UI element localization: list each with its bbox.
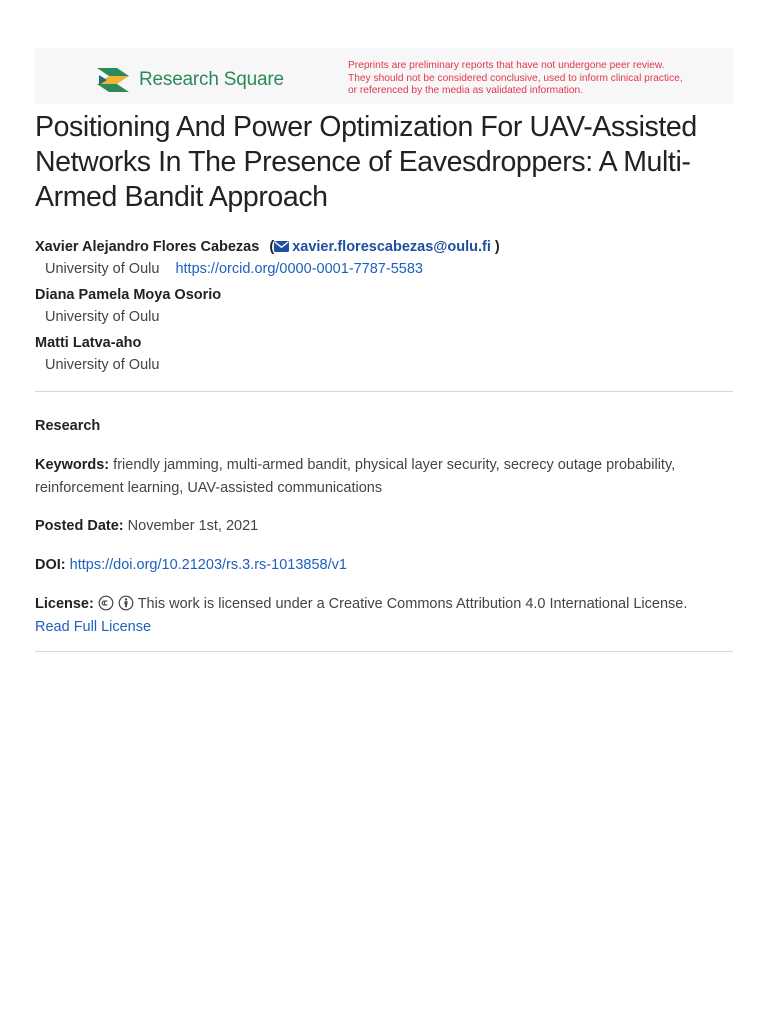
keywords-section [35, 454, 733, 499]
divider [35, 651, 733, 652]
author-name: Xavier Alejandro Flores Cabezas [35, 239, 260, 255]
research-square-logo[interactable] [95, 65, 284, 95]
notice-line: or referenced by the media as validated information. [348, 85, 584, 97]
preprint-notice [348, 60, 708, 98]
author-list [35, 236, 735, 380]
author-affiliation: University of Oulu [45, 309, 160, 325]
author-email-link[interactable] [274, 239, 491, 255]
paper-title: Positioning And Power Optimization For UAV-Assisted Networks In The Presence of Eavesdroppers: A Multi-Armed Bandit Approach [35, 111, 697, 213]
author-entry: Xavier Alejandro Flores Cabezas ( xavier.florescabezas@oulu.fi ) University of Oulu https://orcid.org/0000-0001-7787-5583 [35, 239, 500, 277]
envelope-icon [274, 241, 289, 252]
doi-link[interactable]: https://doi.org/10.21203/rs.3.rs-1013858/v1 [69, 557, 347, 573]
divider [35, 391, 733, 392]
orcid-link[interactable]: https://orcid.org/0000-0001-7787-5583 [175, 261, 423, 277]
license-section [35, 593, 733, 638]
notice-line: They should not be considered conclusive, used to inform clinical practice, [348, 72, 683, 84]
notice-line: Preprints are preliminary reports that have not undergone peer review. [348, 60, 665, 71]
author-entry [35, 332, 735, 376]
author-entry [35, 284, 735, 328]
license-label: License: [35, 596, 94, 612]
author-name: Diana Pamela Moya Osorio [35, 287, 222, 303]
author-affiliation: University of Oulu [45, 357, 160, 373]
keywords-text: friendly jamming, multi-armed bandit, physical layer security, secrecy outage probability, reinforcement learning, UAV-assisted communications [35, 457, 676, 496]
author-affiliation: University of Oulu [45, 261, 160, 277]
attribution-icon [118, 595, 134, 611]
logo-text: Research Square [139, 69, 284, 90]
keywords-label: Keywords: [35, 457, 110, 473]
posted-date-label: Posted Date: [35, 518, 124, 534]
doi-section [35, 554, 733, 577]
article-type: Research [35, 418, 101, 434]
author-email: xavier.florescabezas@oulu.fi [292, 239, 491, 255]
creative-commons-icon [98, 595, 114, 611]
read-full-license-link[interactable]: Read Full License [35, 618, 152, 635]
posted-date: November 1st, 2021 [127, 518, 259, 534]
research-square-logo-icon [95, 65, 131, 95]
license-text: This work is licensed under a Creative Commons Attribution 4.0 International License. [137, 596, 688, 612]
author-name: Matti Latva-aho [35, 335, 142, 351]
doi-label: DOI: [35, 557, 66, 573]
preprint-banner [35, 48, 733, 104]
posted-date-section [35, 515, 733, 538]
